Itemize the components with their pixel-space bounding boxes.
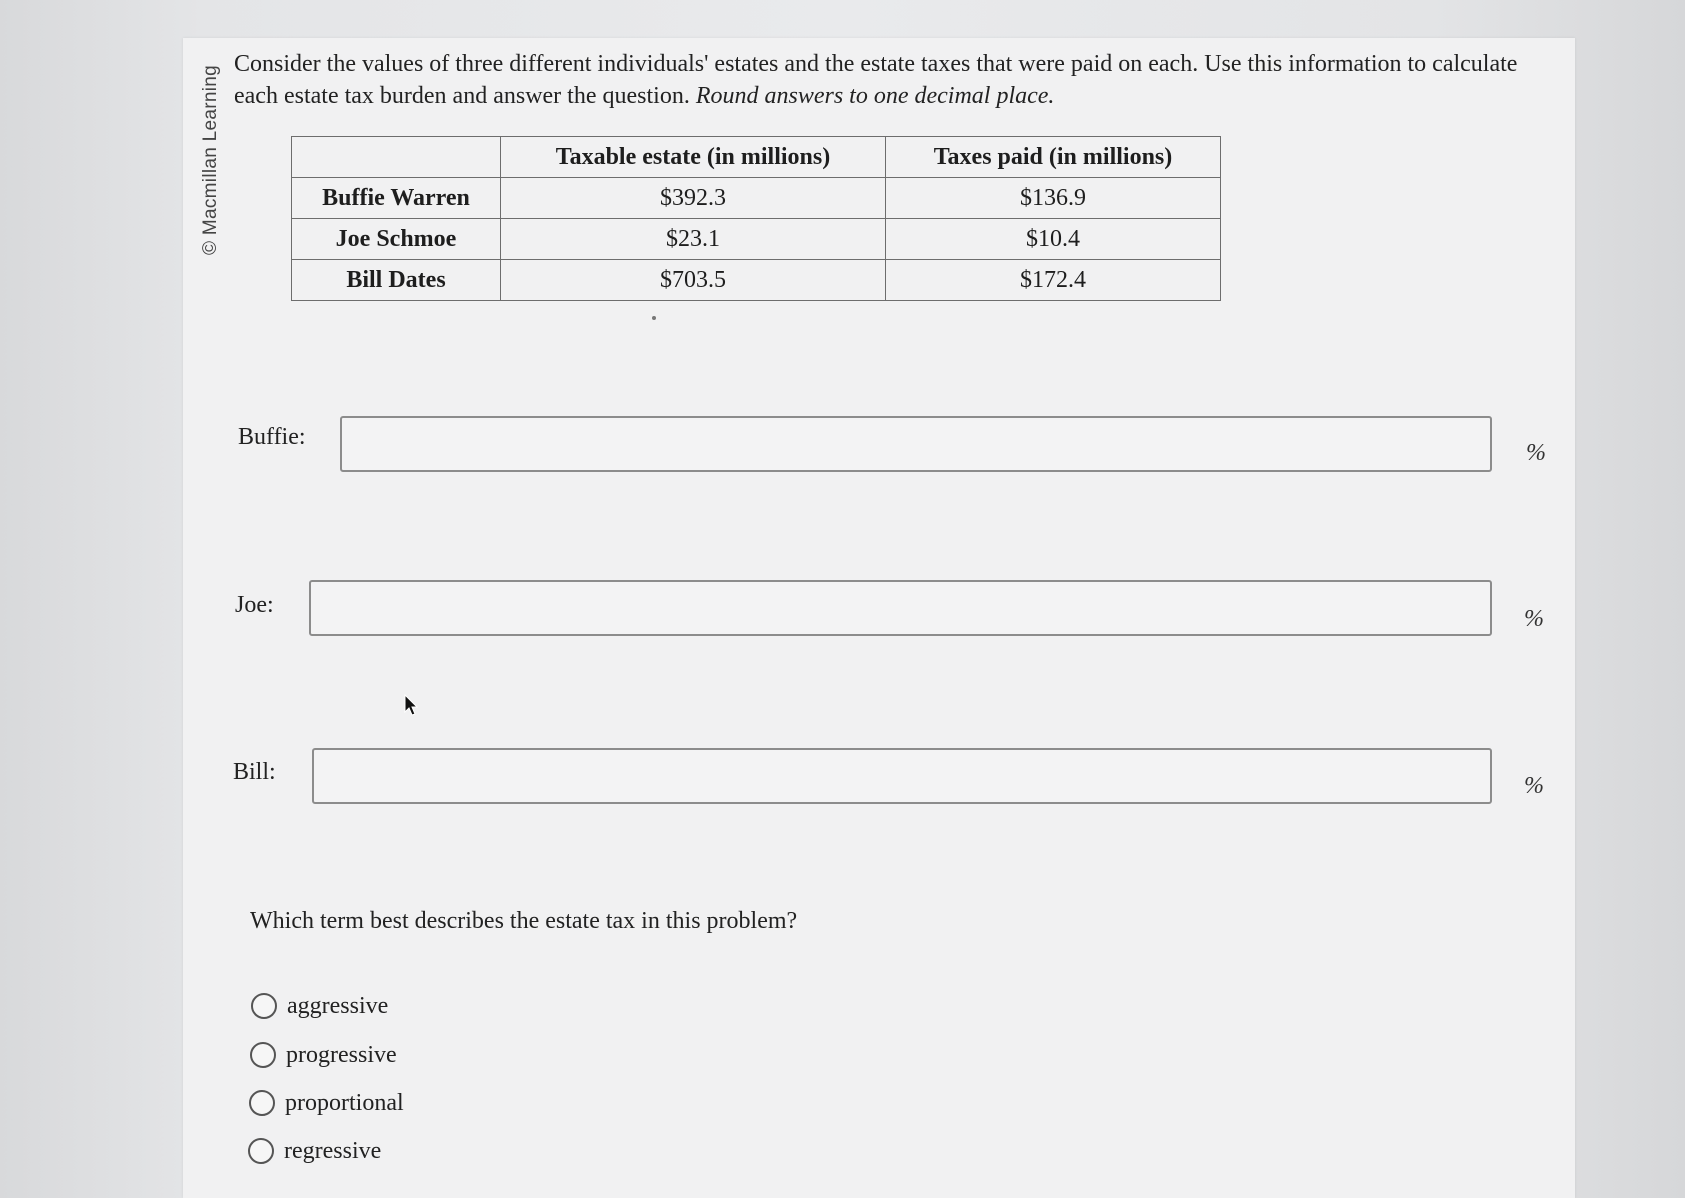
rounding-instruction: Round answers to one decimal place.: [695, 83, 1055, 109]
bill-answer-input[interactable]: [312, 748, 1492, 804]
row-name: Bill Dates: [292, 260, 501, 301]
radio-circle-icon[interactable]: [251, 993, 277, 1019]
option-regressive[interactable]: [248, 1135, 381, 1167]
row-taxes: $172.4: [886, 260, 1221, 301]
buffie-label: Buffie:: [238, 424, 306, 450]
table-header-row: [292, 137, 1221, 178]
row-taxes: $10.4: [886, 219, 1221, 260]
option-label: regressive: [284, 1137, 382, 1164]
bill-label: Bill:: [233, 759, 276, 785]
intro-text: Consider the values of three different individuals' estates and the estate taxes that were paid on each. Use this information to calculate each estate tax burden and answer the question.: [234, 51, 1518, 109]
joe-percent-unit: %: [1524, 606, 1544, 632]
joe-answer-input[interactable]: [309, 580, 1492, 636]
question-text: Which term best describes the estate tax in this problem?: [250, 908, 798, 934]
row-estate: $392.3: [501, 178, 886, 219]
mouse-pointer-icon: [404, 694, 420, 718]
table-row: [292, 178, 1221, 219]
joe-label: Joe:: [235, 592, 274, 618]
option-label: progressive: [286, 1041, 397, 1068]
table-header-taxes: Taxes paid (in millions): [886, 137, 1221, 178]
table-header-empty: [292, 137, 501, 178]
option-label: aggressive: [287, 992, 389, 1019]
option-proportional[interactable]: [249, 1087, 404, 1119]
buffie-answer-input[interactable]: [340, 416, 1492, 472]
row-taxes: $136.9: [886, 178, 1221, 219]
option-progressive[interactable]: [250, 1039, 397, 1071]
table-row: [292, 260, 1221, 301]
row-name: Joe Schmoe: [292, 219, 501, 260]
option-label: proportional: [285, 1089, 404, 1116]
buffie-percent-unit: %: [1526, 440, 1546, 466]
radio-circle-icon[interactable]: [250, 1042, 276, 1068]
bill-percent-unit: %: [1524, 773, 1544, 799]
row-estate: $703.5: [501, 260, 886, 301]
question-intro: [234, 48, 1524, 112]
estate-table: [291, 136, 1221, 301]
dust-speck: [652, 316, 656, 320]
copyright-credit: © Macmillan Learning: [200, 64, 221, 255]
option-aggressive[interactable]: [251, 990, 388, 1022]
row-name: Buffie Warren: [292, 178, 501, 219]
row-estate: $23.1: [501, 219, 886, 260]
radio-circle-icon[interactable]: [248, 1138, 274, 1164]
table-header-estate: Taxable estate (in millions): [501, 137, 886, 178]
table-row: [292, 219, 1221, 260]
radio-circle-icon[interactable]: [249, 1090, 275, 1116]
